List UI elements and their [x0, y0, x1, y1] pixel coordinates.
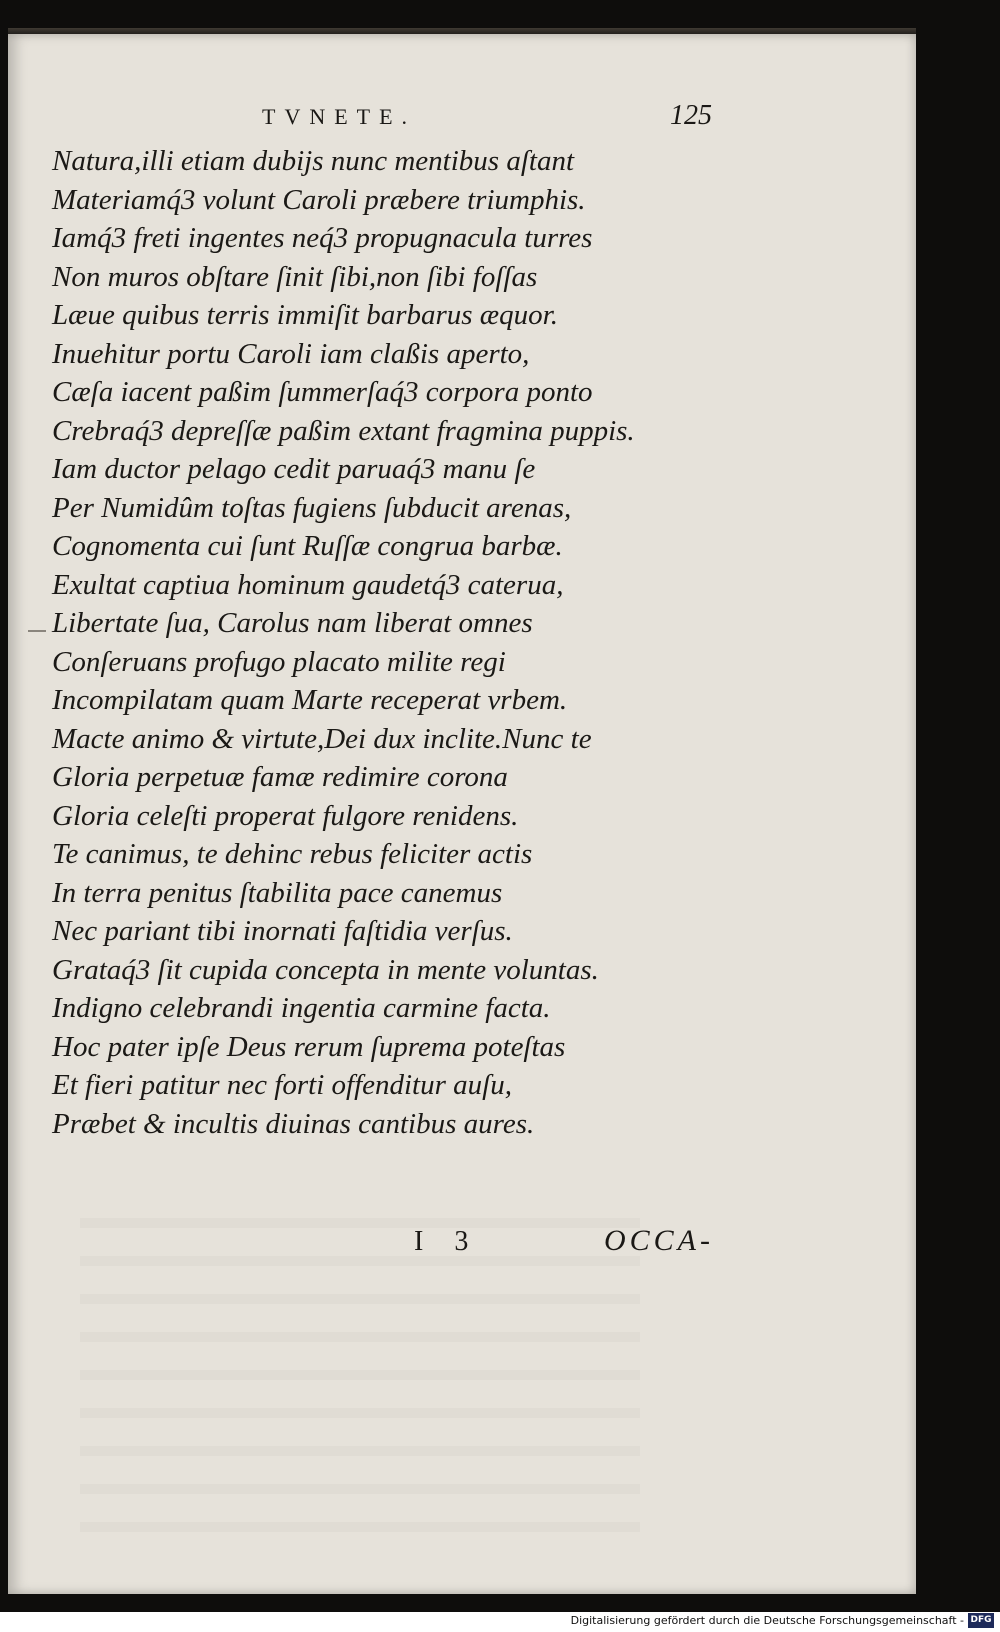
verse-line: Et fieri patitur nec forti offenditur auſu, — [52, 1069, 512, 1101]
verse-line: Natura,illi etiam dubijs nunc mentibus aſtant — [52, 145, 574, 177]
verse-line: Incompilatam quam Marte receperat vrbem. — [52, 684, 568, 716]
catchword: OCCA- — [604, 1224, 714, 1257]
verse-line: Exultat captiua hominum gaudetq́3 caterua, — [52, 568, 564, 601]
verse-line: Inuehitur portu Caroli iam claßis aperto, — [52, 337, 530, 370]
verse-line: Cæſa iacent paßim ſummerſaq́3 corpora ponto — [52, 376, 593, 408]
verse-line: Gloria celeſti properat fulgore renidens. — [52, 799, 519, 832]
verse-line: Indigno celebrandi ingentia carmine facta. — [52, 992, 551, 1024]
verse-line: Non muros obſtare ſinit ſibi,non ſibi foſſas — [52, 260, 538, 293]
verse-line: Per Numidûm toſtas fugiens ſubducit arenas, — [52, 491, 572, 524]
verse-line: Nec pariant tibi inornati faſtidia verſus. — [52, 915, 513, 947]
verse-line: Materiamq́3 volunt Caroli præbere triumphis. — [52, 183, 586, 216]
verse-line: Cognomenta cui ſunt Ruſſæ congrua barbæ. — [52, 530, 563, 562]
verse-line: In terra penitus ſtabilita pace canemus — [52, 876, 503, 909]
verse-line: Te canimus, te dehinc rebus feliciter actis — [52, 838, 533, 870]
verse-line: Præbet & incultis diuinas cantibus aures. — [52, 1107, 535, 1140]
verse-line: Crebraq́3 depreſſæ paßim extant fragmina puppis. — [52, 414, 635, 447]
footer-bar — [0, 1612, 1000, 1632]
dfg-logo: DFG — [968, 1613, 994, 1628]
verse-line: Læue quibus terris immiſit barbarus æquor. — [52, 299, 558, 331]
verse-line: Libertate ſua, Carolus nam liberat omnes — [52, 607, 533, 639]
verse-block — [52, 142, 742, 1143]
page-number: 125 — [670, 100, 712, 131]
verse-line: Conſeruans profugo placato milite regi — [52, 645, 506, 678]
verse-line: Iamq́3 freti ingentes neq́3 propugnacula turres — [52, 222, 593, 254]
verse-line: Hoc pater ipſe Deus rerum ſuprema poteſtas — [52, 1030, 566, 1063]
bleed-through-texture — [80, 1190, 640, 1550]
running-head: TVNETE. — [262, 104, 417, 129]
verse-line: Macte animo & virtute,Dei dux inclite.Nunc te — [52, 722, 592, 755]
verse-line: Gloria perpetuæ famæ redimire corona — [52, 761, 508, 793]
verse-line: Iam ductor pelago cedit paruaq́3 manu ſe — [52, 453, 536, 485]
margin-mark — [28, 630, 46, 632]
signature-mark: I 3 — [414, 1226, 481, 1257]
verse-line: Grataq́3 ſit cupida concepta in mente voluntas. — [52, 953, 599, 986]
funding-credit: Digitalisierung gefördert durch die Deutsche Forschungsgemeinschaft - — [570, 1614, 964, 1627]
